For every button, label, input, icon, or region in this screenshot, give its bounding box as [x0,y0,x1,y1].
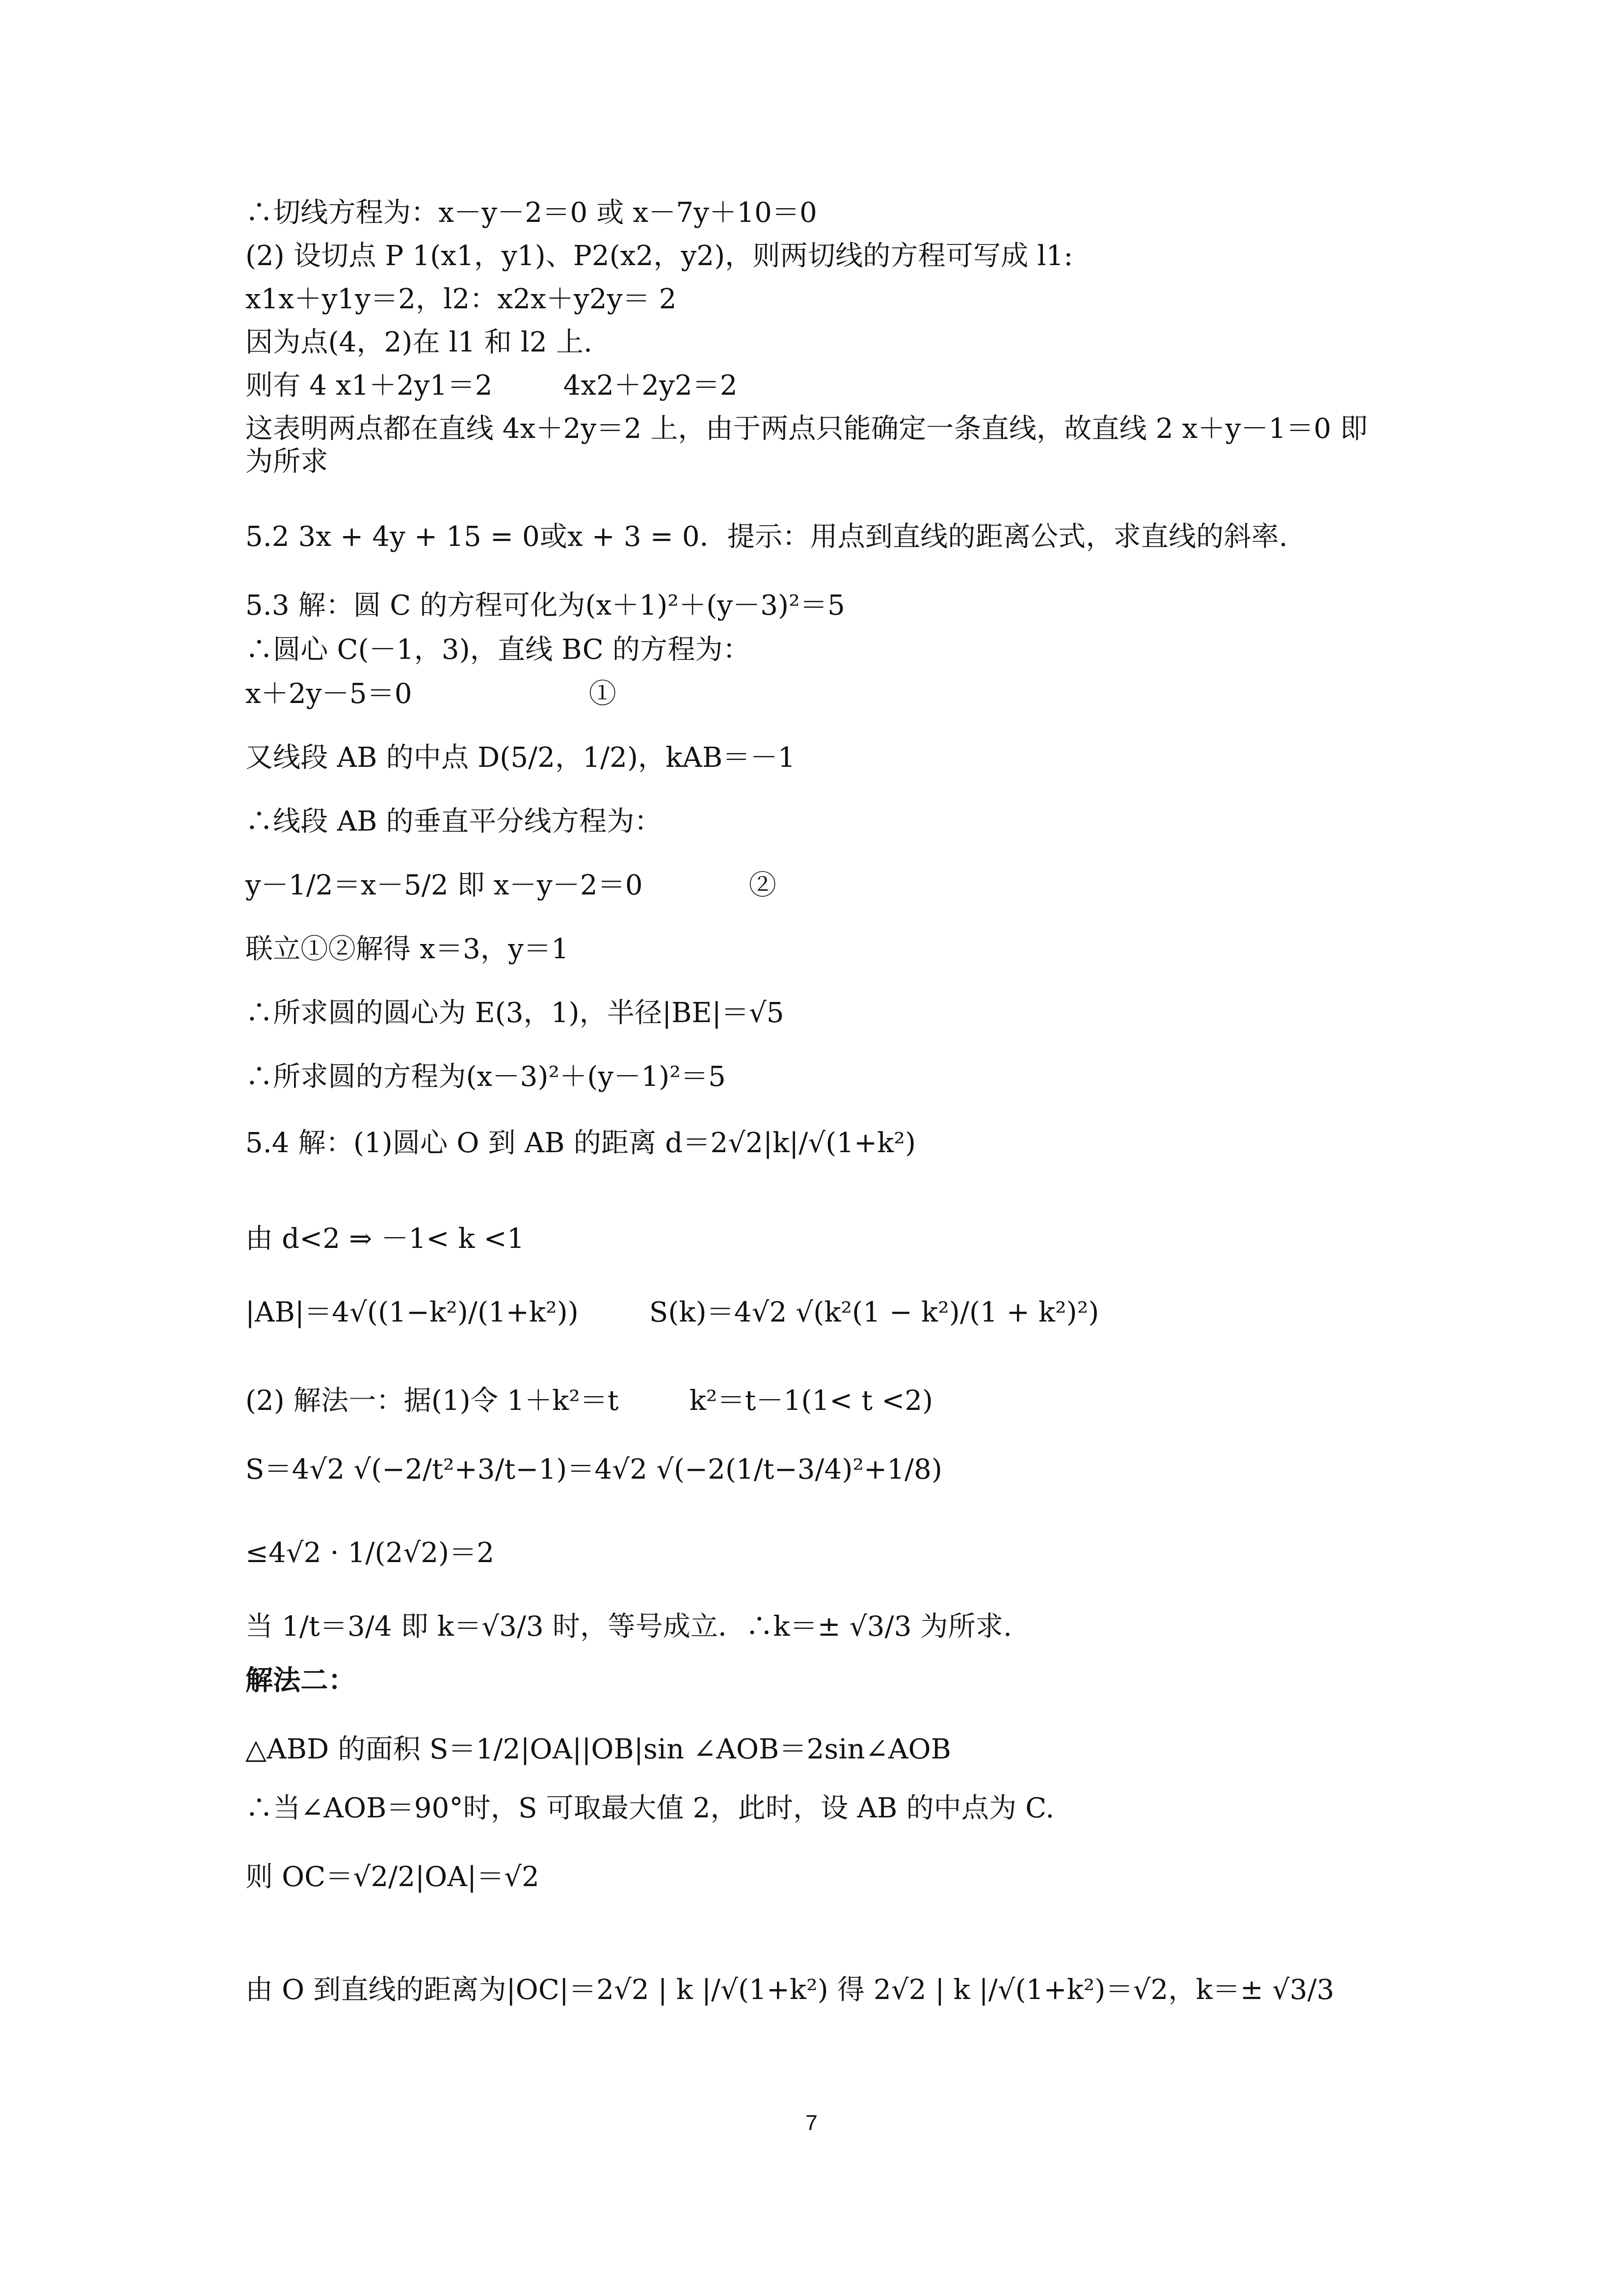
text-line: ∴圆心 C(－1，3)，直线 BC 的方程为： [245,634,750,666]
text-line: 由 d<2 ⇒ －1< k <1 [245,1223,525,1255]
text-line: (2) 解法一：据(1)令 1＋k²＝t k²＝t－1(1< t <2) [245,1385,933,1417]
text-line: 联立①②解得 x＝3，y＝1 [245,933,569,965]
text-line: y－1/2＝x－5/2 即 x－y－2＝0 ② [245,869,776,901]
text-line: |AB|＝4√((1−k²)/(1+k²)) S(k)＝4√2 √(k²(1 − k²)/(1 + k²)²) [245,1297,1099,1328]
text-line: 因为点(4，2)在 l1 和 l2 上. [245,326,593,358]
text-line: 则 OC＝√2/2|OA|＝√2 [245,1861,539,1893]
text-line: S＝4√2 √(−2/t²+3/t−1)＝4√2 √(−2(1/t−3/4)²+1/8) [245,1454,943,1486]
text-line: 由 O 到直线的距离为|OC|＝2√2 | k |/√(1+k²) 得 2√2 | k |/√(1+k²)＝√2，k＝± √3/3 [245,1974,1334,2006]
text-line: 5.3 解：圆 C 的方程可化为(x＋1)²＋(y－3)²＝5 [245,590,845,621]
text-line: x＋2y－5＝0 ① [245,678,616,710]
text-line: ∴切线方程为：x－y－2＝0 或 x－7y＋10＝0 [245,197,818,229]
text-line: ≤4√2 · 1/(2√2)＝2 [245,1537,495,1569]
text-line: x1x＋y1y＝2，l2：x2x＋y2y＝ 2 [245,283,677,315]
text-line: 当 1/t＝3/4 即 k＝√3/3 时，等号成立．∴k＝± √3/3 为所求. [245,1611,1012,1643]
text-line: 5.4 解：(1)圆心 O 到 AB 的距离 d＝2√2|k|/√(1+k²) [245,1127,916,1159]
text-line: ∴所求圆的方程为(x－3)²＋(y－1)²＝5 [245,1061,726,1093]
text-line: ∴所求圆的圆心为 E(3，1)，半径|BE|＝√5 [245,997,784,1029]
text-line: ∴线段 AB 的垂直平分线方程为： [245,806,662,837]
page-number: 7 [805,2111,818,2135]
text-line: ∴当∠AOB＝90°时，S 可取最大值 2，此时，设 AB 的中点为 C. [245,1792,1055,1824]
text-line: 解法二： [245,1664,356,1697]
text-line: 5.2 3x + 4y + 15 = 0或x + 3 = 0．提示：用点到直线的距离公式，求直线的斜率. [245,521,1288,553]
text-line: 这表明两点都在直线 4x＋2y＝2 上，由于两点只能确定一条直线，故直线 2 x＋y－1＝0 即为所求 [245,413,1368,478]
text-line: 又线段 AB 的中点 D(5/2，1/2)，kAB＝－1 [245,742,796,774]
text-line: △ABD 的面积 S＝1/2|OA||OB|sin ∠AOB＝2sin∠AOB [245,1733,952,1765]
text-line: (2) 设切点 P 1(x1，y1)、P2(x2，y2)，则两切线的方程可写成 l1: [245,240,1073,272]
text-line: 则有 4 x1＋2y1＝2 4x2＋2y2＝2 [245,370,738,402]
